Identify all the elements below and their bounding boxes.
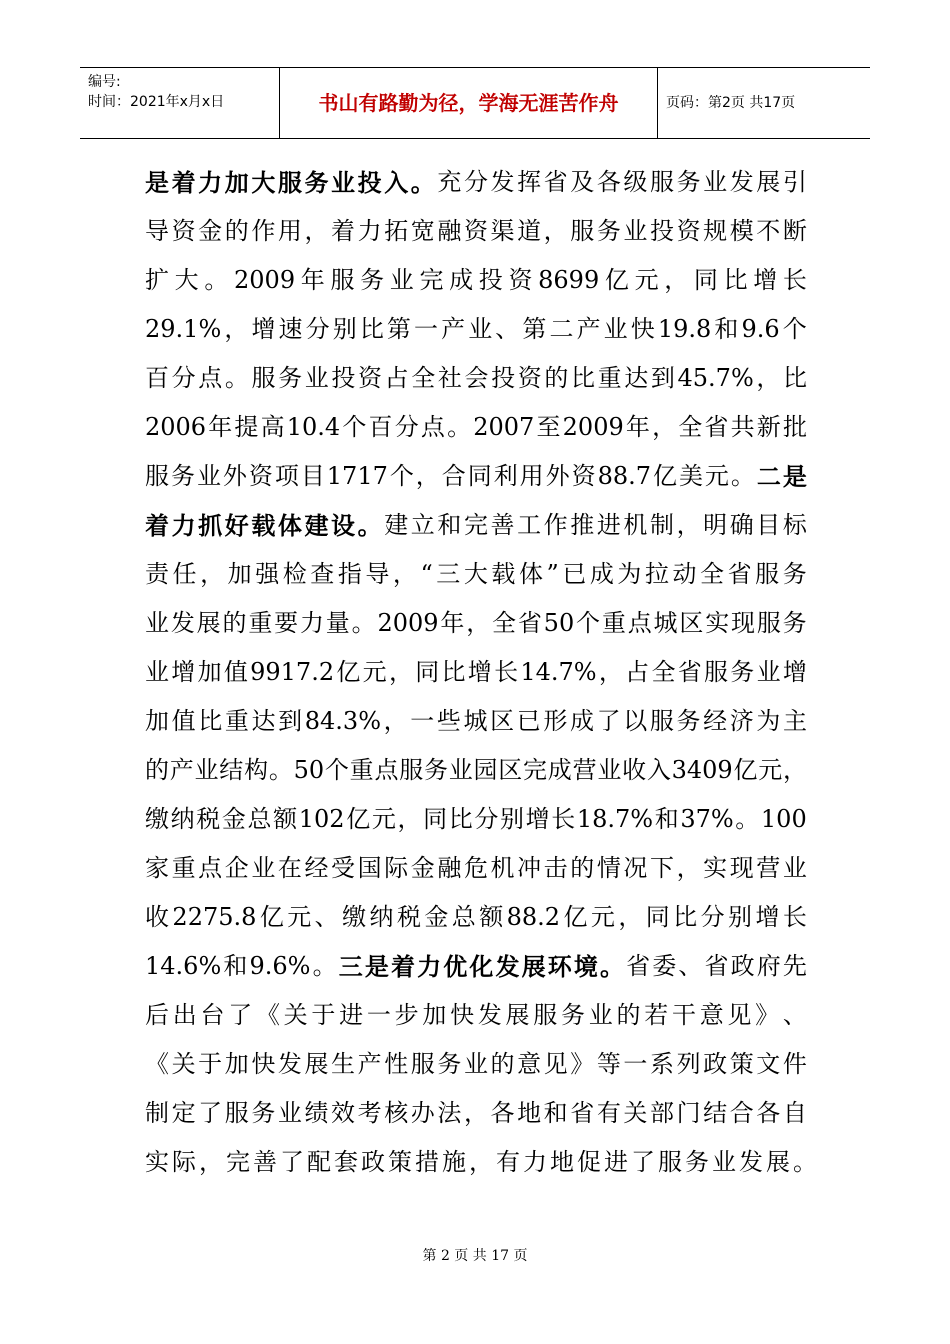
document-body: [145, 158, 820, 1187]
text-line: 业 增 加 值 9917.2 亿 元 ， 同 比 增 长 14.7% ， 占 全 省 服 务 业 增: [145, 658, 807, 686]
page-header: [80, 67, 870, 139]
text-line: 制 定 了 服 务 业 绩 效 考 核 办 法 ， 各 地 和 省 有 关 部 门 结 合 各 自: [145, 1099, 807, 1127]
text-line: 服 务 业 外 资 项 目 1717 个 ， 合 同 利 用 外 资 88.7 亿 美 元 。 二 是: [145, 462, 807, 491]
time-label: 时间：2021年x月x日: [88, 94, 225, 110]
text-line: 的 产 业 结 构 。 50 个 重 点 服 务 业 园 区 完 成 营 业 收 入 3409 亿 元 ，: [145, 756, 807, 784]
header-page-info: 页码：第2页 共17页: [666, 95, 796, 111]
text-line: 加 值 比 重 达 到 84.3% ， 一 些 城 区 已 形 成 了 以 服 务 经 济 为 主: [145, 707, 807, 735]
text-line: 家 重 点 企 业 在 经 受 国 际 金 融 危 机 冲 击 的 情 况 下 ， 实 现 营 业: [145, 854, 807, 882]
text-line: 责 任 ， 加 强 检 查 指 导 ， “ 三 大 载 体 ” 已 成 为 拉 动 全 省 服 务: [145, 560, 807, 588]
text-line: 收 2275.8 亿 元 、 缴 纳 税 金 总 额 88.2 亿 元 ， 同 比 分 别 增 长: [145, 903, 807, 931]
text-line: 导 资 金 的 作 用 ， 着 力 拓 宽 融 资 渠 道 ， 服 务 业 投 资 规 模 不 断: [145, 217, 807, 245]
text-line: 实 际 ， 完 善 了 配 套 政 策 措 施 ， 有 力 地 促 进 了 服 务 业 发 展 。: [145, 1148, 820, 1176]
text-line: 百 分 点 。 服 务 业 投 资 占 全 社 会 投 资 的 比 重 达 到 45.7% ， 比: [145, 364, 807, 392]
text-line: 14.6% 和 9.6% 。 三 是 着 力 优 化 发 展 环 境 。 省 委 、 省 政 府 先: [145, 952, 807, 981]
text-line: 29.1% ， 增 速 分 别 比 第 一 产 业 、 第 二 产 业 快 19.8 和 9.6 个: [145, 315, 807, 343]
text-line: 2006 年 提 高 10.4 个 百 分 点 。 2007 至 2009 年 ， 全 省 共 新 批: [145, 413, 807, 441]
text-line: 业 发 展 的 重 要 力 量 。 2009 年 ， 全 省 50 个 重 点 城 区 实 现 服 务: [145, 609, 807, 637]
text-line: 扩 大 。 2009 年 服 务 业 完 成 投 资 8699 亿 元 ， 同 比 增 长: [145, 266, 807, 294]
text-line: 是 着 力 加 大 服 务 业 投 入 。 充 分 发 挥 省 及 各 级 服 务 业 发 展 引: [145, 168, 807, 197]
text-line: 着 力 抓 好 载 体 建 设 。 建 立 和 完 善 工 作 推 进 机 制 ， 明 确 目 标: [145, 511, 807, 540]
page-footer: 第 2 页 共 17 页: [422, 1248, 528, 1264]
text-line: 缴 纳 税 金 总 额 102 亿 元 ， 同 比 分 别 增 长 18.7% 和 37% 。 100: [145, 805, 807, 833]
header-motto: 书山有路勤为径，学海无涯苦作舟: [280, 68, 658, 138]
number-label: 编号:: [88, 74, 121, 90]
text-line: 《 关 于 加 快 发 展 生 产 性 服 务 业 的 意 见 》 等 一 系 列 政 策 文 件: [145, 1050, 807, 1078]
header-meta: [80, 68, 280, 138]
text-line: 后 出 台 了 《 关 于 进 一 步 加 快 发 展 服 务 业 的 若 干 意 见 》 、: [145, 1001, 807, 1029]
